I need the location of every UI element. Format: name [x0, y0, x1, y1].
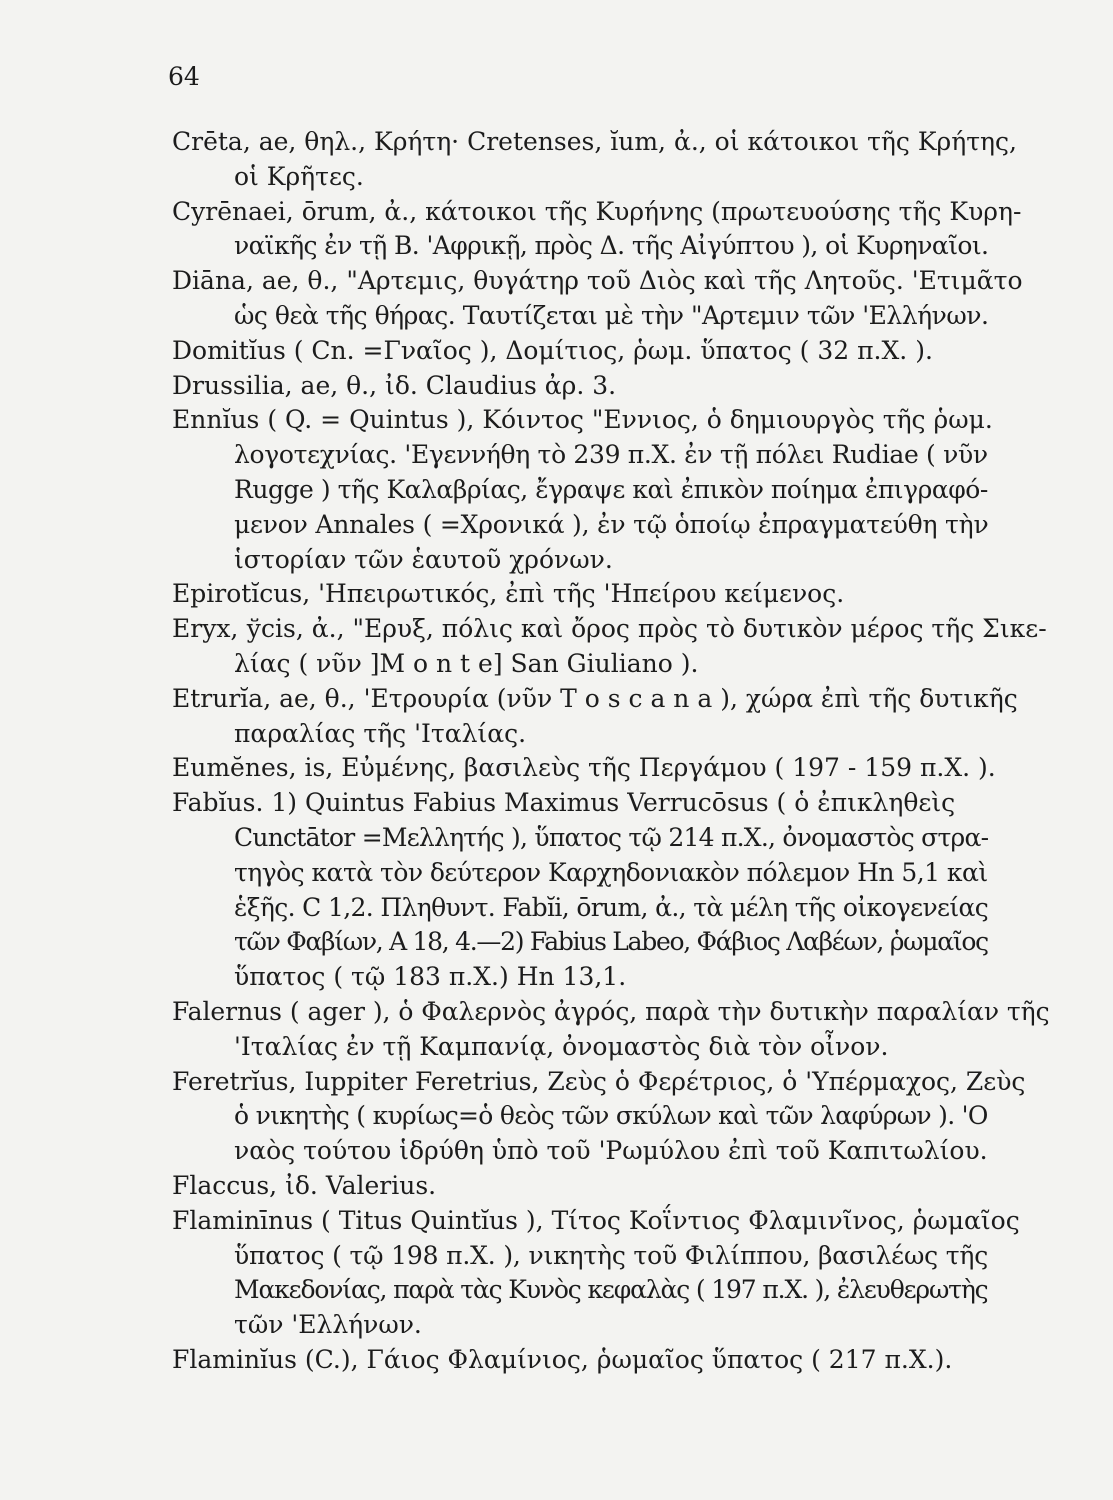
glossary-entry [172, 334, 1050, 369]
page-number: 64 [168, 62, 200, 91]
entry-headline: Fabĭus. 1) Quintus Fabius Maximus Verrucōsus ( ὁ ἐπικληθεὶς [172, 788, 956, 818]
entry-headline: Epirotĭcus, 'Ηπειρωτικός, ἐπὶ τῆς 'Ηπείρου κείμενος. [172, 579, 845, 609]
entry-continuation-line: μενον Annales ( =Χρονικά ), ἐν τῷ ὁποίῳ ἐπραγματεύθη τὴν [234, 509, 989, 539]
entry-headline: Eumĕnes, is, Εὐμένης, βασιλεὺς τῆς Περγάμου ( 197 - 159 π.Χ. ). [172, 753, 996, 783]
glossary-entry [172, 369, 1050, 404]
glossary-entry [172, 577, 1050, 612]
glossary-entries [172, 125, 1050, 1378]
glossary-entry [172, 682, 1050, 752]
entry-headline: Feretrĭus, Iuppiter Feretrius, Ζεὺς ὁ Φερέτριος, ὁ 'Υπέρμαχος, Ζεὺς [172, 1066, 1026, 1096]
glossary-entry [172, 125, 1050, 195]
entry-continuation-line: Cunctātor =Μελλητής ), ὕπατος τῷ 214 π.Χ., ὀνομαστὸς στρα- [234, 822, 989, 852]
entry-headline: Etrurĭa, ae, θ., 'Ετρουρία (νῦν T o s c a n a ), χώρα ἐπὶ τῆς δυτικῆς [172, 683, 1018, 713]
entry-continuation-line: Rugge ) τῆς Καλαβρίας, ἔγραψε καὶ ἐπικὸν ποίημα ἐπιγραφό- [234, 474, 988, 504]
entry-headline: Flaminĭus (C.), Γάιος Φλαμίνιος, ῥωμαῖος ὕπατος ( 217 π.Χ.). [172, 1344, 953, 1374]
glossary-entry [172, 403, 1050, 577]
entry-continuation-line: ναϊκῆς ἐν τῇ Β. 'Αφρικῇ, πρὸς Δ. τῆς Αἰγύπτου ), οἱ Κυρηναῖοι. [234, 231, 989, 261]
entry-headline: Crēta, ae, θηλ., Κρήτη· Cretenses, ĭum, ἀ., οἱ κάτοικοι τῆς Κρήτης, [172, 127, 1017, 156]
glossary-entry [172, 786, 1050, 995]
glossary-entry [172, 264, 1050, 334]
entry-continuation-line: λίας ( νῦν ]M o n t e] San Giuliano ). [234, 648, 699, 678]
entry-continuation-line: λογοτεχνίας. 'Εγεννήθη τὸ 239 π.Χ. ἐν τῇ πόλει Rudiae ( νῦν [234, 440, 988, 470]
entry-continuation-line: ναὸς τούτου ἱδρύθη ὑπὸ τοῦ 'Ρωμύλου ἐπὶ τοῦ Καπιτωλίου. [234, 1136, 988, 1166]
entry-headline: Falernus ( ager ), ὁ Φαλερνὸς ἀγρός, παρὰ τὴν δυτικὴν παραλίαν τῆς [172, 996, 1050, 1026]
glossary-entry [172, 1204, 1050, 1343]
entry-continuation-line: Μακεδονίας, παρὰ τὰς Κυνὸς κεφαλὰς ( 197 π.Χ. ), ἐλευθερωτὴς [234, 1275, 988, 1305]
entry-continuation-line: τῶν Φαβίων, A 18, 4.—2) Fabius Labeo, Φάβιος Λαβέων, ῥωμαῖος [234, 927, 988, 957]
entry-continuation-line: παραλίας τῆς 'Ιταλίας. [234, 718, 527, 748]
entry-headline: Drussilia, ae, θ., ἰδ. Claudius ἀρ. 3. [172, 370, 617, 400]
entry-headline: Domitĭus ( Cn. =Γναῖος ), Δομίτιος, ῥωμ. ὕπατος ( 32 π.Χ. ). [172, 335, 933, 365]
glossary-entry [172, 1065, 1050, 1169]
glossary-entry [172, 1343, 1050, 1378]
entry-continuation-line: οἱ Κρῆτες. [234, 161, 364, 191]
entry-continuation-line: τῶν 'Ελλήνων. [234, 1310, 422, 1340]
glossary-entry [172, 995, 1050, 1065]
entry-continuation-line: ὕπατος ( τῷ 183 π.Χ.) Hn 13,1. [234, 962, 627, 992]
entry-continuation-line: ὡς θεὰ τῆς θήρας. Ταυτίζεται μὲ τὴν "Αρτεμιν τῶν 'Ελλήνων. [234, 300, 989, 330]
entry-headline: Flaccus, ἰδ. Valerius. [172, 1170, 437, 1200]
entry-headline: Flaminīnus ( Titus Quintĭus ), Τίτος Κοΐντιος Φλαμινῖνος, ῥωμαῖος [172, 1205, 1020, 1235]
entry-headline: Diāna, ae, θ., "Αρτεμις, θυγάτηρ τοῦ Διὸς καὶ τῆς Λητοῦς. 'Ετιμᾶτο [172, 266, 1023, 296]
entry-continuation-line: τηγὸς κατὰ τὸν δεύτερον Καρχηδονιακὸν πόλεμον Hn 5,1 καὶ [234, 857, 988, 887]
glossary-entry [172, 751, 1050, 786]
entry-continuation-line: ὁ νικητὴς ( κυρίως=ὁ θεὸς τῶν σκύλων καὶ τῶν λαφύρων ). 'Ο [234, 1101, 988, 1131]
entry-headline: Cyrēnaei, ōrum, ἀ., κάτοικοι τῆς Κυρήνης (πρωτευούσης τῆς Κυρη- [172, 196, 1022, 226]
entry-continuation-line: 'Ιταλίας ἐν τῇ Καμπανίᾳ, ὀνομαστὸς διὰ τὸν οἶνον. [234, 1031, 889, 1061]
entry-continuation-line: ἱστορίαν τῶν ἑαυτοῦ χρόνων. [234, 544, 613, 574]
entry-headline: Eryx, ўcis, ἀ., "Ερυξ, πόλις καὶ ὄρος πρὸς τὸ δυτικὸν μέρος τῆς Σικε- [172, 614, 1047, 644]
glossary-entry [172, 612, 1050, 682]
entry-continuation-line: ὕπατος ( τῷ 198 π.Χ. ), νικητὴς τοῦ Φιλίππου, βασιλέως τῆς [234, 1240, 989, 1270]
glossary-entry [172, 1169, 1050, 1204]
entry-headline: Ennĭus ( Q. = Quintus ), Κόιντος "Εννιος, ὁ δημιουργὸς τῆς ῥωμ. [172, 405, 993, 435]
glossary-entry [172, 195, 1050, 265]
entry-continuation-line: ἑξῆς. C 1,2. Πληθυντ. Fabĭi, ōrum, ἀ., τὰ μέλη τῆς οἰκογενείας [234, 892, 989, 922]
